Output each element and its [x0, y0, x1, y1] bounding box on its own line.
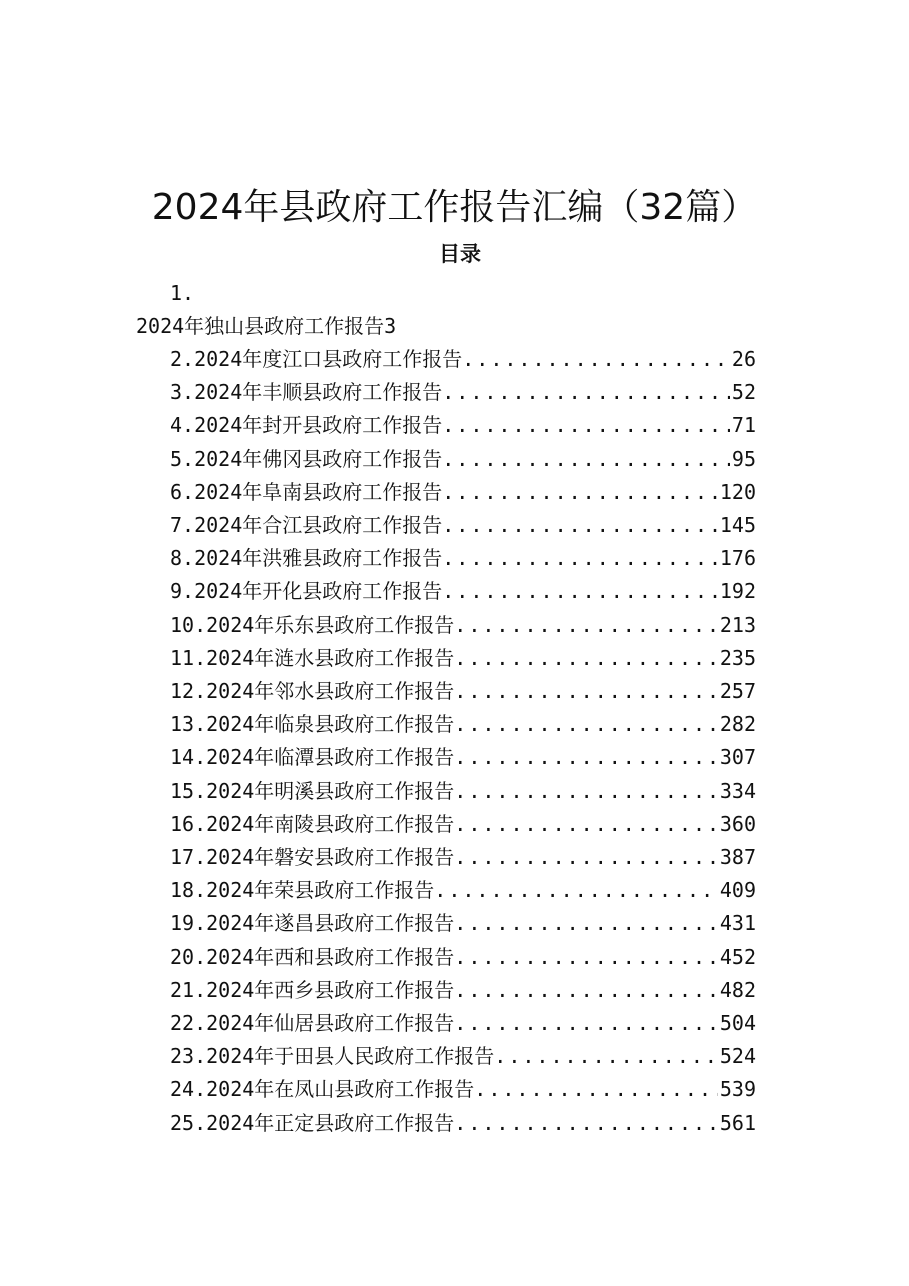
toc-entry-title: 11.2024年涟水县政府工作报告	[170, 645, 455, 670]
toc-entry-1-number[interactable]: 1.	[170, 281, 195, 305]
toc-entry-title: 14.2024年临潭县政府工作报告	[170, 745, 455, 770]
toc-heading: 目录	[439, 241, 481, 266]
toc-entry[interactable]	[170, 943, 756, 971]
toc-dot-leader	[454, 677, 718, 705]
toc-entry[interactable]	[170, 644, 756, 672]
toc-entry-page-number: 192	[719, 579, 756, 604]
toc-entry-page-number: 176	[719, 546, 756, 571]
toc-entry[interactable]	[170, 1042, 756, 1070]
toc-entry[interactable]	[170, 909, 756, 937]
toc-dot-leader	[442, 478, 718, 506]
toc-entry-page-number: 409	[719, 878, 756, 903]
toc-entry-title: 9.2024年开化县政府工作报告	[170, 579, 443, 604]
toc-entry-title: 25.2024年正定县政府工作报告	[170, 1110, 455, 1135]
toc-entry-page-number: 235	[719, 645, 756, 670]
toc-entry-page-number: 52	[731, 380, 756, 405]
toc-entry-title: 7.2024年合江县政府工作报告	[170, 513, 443, 537]
toc-entry-page-number: 120	[719, 479, 756, 504]
toc-entry[interactable]	[170, 777, 756, 805]
toc-entry-page-number: 360	[719, 811, 756, 836]
toc-entry[interactable]	[170, 1075, 756, 1103]
toc-dot-leader	[454, 843, 718, 871]
toc-entry[interactable]	[170, 411, 756, 439]
toc-entry-page-number: 71	[731, 413, 756, 438]
toc-entry-page-number: 431	[719, 911, 756, 936]
toc-dot-leader	[454, 810, 718, 838]
toc-entry[interactable]	[170, 976, 756, 1004]
toc-dot-leader	[454, 743, 718, 771]
toc-entry[interactable]	[170, 876, 756, 904]
toc-entry-page-number: 257	[719, 679, 756, 703]
toc-entry-title: 6.2024年阜南县政府工作报告	[170, 479, 443, 504]
toc-entry-page-number: 213	[719, 612, 756, 637]
toc-entry-title: 2.2024年度江口县政府工作报告	[170, 347, 463, 371]
toc-entry-page-number: 95	[731, 446, 756, 471]
toc-entry-title: 12.2024年邻水县政府工作报告	[170, 679, 455, 703]
toc-dot-leader	[442, 378, 730, 406]
toc-entry-page-number: 482	[719, 977, 756, 1002]
toc-dot-leader	[454, 644, 718, 672]
toc-entry[interactable]	[170, 345, 756, 373]
toc-entry[interactable]	[170, 810, 756, 838]
toc-entry-title: 17.2024年磐安县政府工作报告	[170, 845, 455, 869]
toc-entry[interactable]	[170, 710, 756, 738]
toc-entry[interactable]	[170, 445, 756, 473]
toc-dot-leader	[454, 909, 718, 937]
toc-dot-leader	[454, 611, 718, 639]
toc-dot-leader	[454, 943, 718, 971]
toc-dot-leader	[442, 544, 718, 572]
toc-dot-leader	[454, 1109, 718, 1137]
toc-entry[interactable]	[170, 577, 756, 605]
toc-entry-title: 22.2024年仙居县政府工作报告	[170, 1011, 455, 1035]
toc-dot-leader	[442, 511, 718, 539]
toc-dot-leader	[434, 876, 718, 904]
toc-entry[interactable]	[170, 1009, 756, 1037]
toc-entry[interactable]	[170, 478, 756, 506]
toc-entry-title: 24.2024年在凤山县政府工作报告	[170, 1077, 475, 1102]
toc-entry-page-number: 282	[719, 712, 756, 737]
toc-entry-page-number: 387	[719, 845, 756, 869]
toc-entry-page-number: 26	[731, 347, 756, 371]
toc-entry[interactable]	[170, 544, 756, 572]
toc-entry[interactable]	[170, 743, 756, 771]
toc-entry-title: 19.2024年遂昌县政府工作报告	[170, 911, 455, 936]
toc-entry-title: 4.2024年封开县政府工作报告	[170, 413, 443, 438]
toc-dot-leader	[454, 1009, 718, 1037]
toc-entry[interactable]	[170, 677, 756, 705]
toc-entry-title: 20.2024年西和县政府工作报告	[170, 944, 455, 969]
toc-entry-page-number: 504	[719, 1011, 756, 1035]
toc-entry-page-number: 539	[719, 1077, 756, 1102]
toc-entry-page-number: 307	[719, 745, 756, 770]
toc-entry-title: 21.2024年西乡县政府工作报告	[170, 977, 455, 1002]
toc-dot-leader	[442, 411, 730, 439]
toc-entry-page-number: 561	[719, 1110, 756, 1135]
toc-entry-1-title[interactable]: 2024年独山县政府工作报告3	[136, 314, 397, 338]
toc-entry[interactable]	[170, 378, 756, 406]
toc-entry-title: 10.2024年乐东县政府工作报告	[170, 612, 455, 637]
toc-entry[interactable]	[170, 511, 756, 539]
toc-entry-title: 13.2024年临泉县政府工作报告	[170, 712, 455, 737]
toc-entry-page-number: 334	[719, 778, 756, 803]
toc-entry-page-number: 145	[719, 513, 756, 537]
toc-entry-page-number: 452	[719, 944, 756, 969]
toc-entry-title: 15.2024年明溪县政府工作报告	[170, 778, 455, 803]
toc-dot-leader	[442, 577, 718, 605]
toc-entry-title: 8.2024年洪雅县政府工作报告	[170, 546, 443, 571]
toc-dot-leader	[454, 710, 718, 738]
toc-dot-leader	[494, 1042, 718, 1070]
toc-entry-title: 5.2024年佛冈县政府工作报告	[170, 446, 443, 471]
toc-entry[interactable]	[170, 1109, 756, 1137]
document-title: 2024年县政府工作报告汇编（32篇）	[151, 187, 758, 229]
toc-entry[interactable]	[170, 843, 756, 871]
toc-dot-leader	[442, 445, 730, 473]
toc-entry-title: 16.2024年南陵县政府工作报告	[170, 811, 455, 836]
toc-dot-leader	[454, 777, 718, 805]
toc-entry[interactable]	[170, 611, 756, 639]
toc-entry-title: 23.2024年于田县人民政府工作报告	[170, 1044, 495, 1069]
toc-entry-page-number: 524	[719, 1044, 756, 1069]
toc-dot-leader	[474, 1075, 718, 1103]
toc-dot-leader	[462, 345, 730, 373]
toc-dot-leader	[454, 976, 718, 1004]
toc-entry-title: 3.2024年丰顺县政府工作报告	[170, 380, 443, 405]
toc-entry-title: 18.2024年荣县政府工作报告	[170, 878, 435, 903]
